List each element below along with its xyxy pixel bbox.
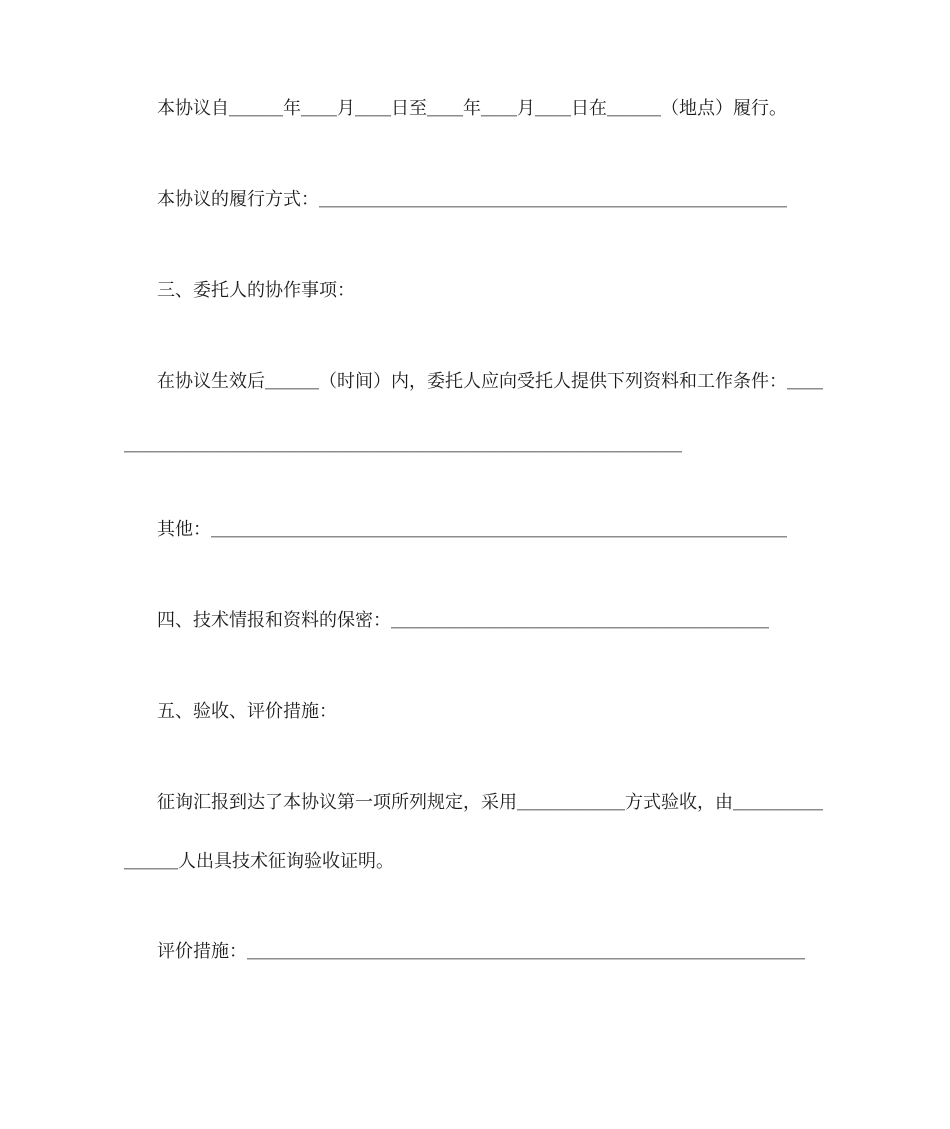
clause-method-of-performance: 本协议的履行方式：＿＿＿＿＿＿＿＿＿＿＿＿＿＿＿＿＿＿＿＿＿＿＿＿＿＿ <box>157 189 787 210</box>
clause-materials-provision: 在协议生效后＿＿＿（时间）内，委托人应向受托人提供下列资料和工作条件：＿＿ <box>157 371 823 392</box>
clause-materials-provision-continued: ＿＿＿＿＿＿＿＿＿＿＿＿＿＿＿＿＿＿＿＿＿＿＿＿＿＿＿＿＿＿＿ <box>124 434 682 455</box>
section-heading-confidentiality: 四、技术情报和资料的保密：＿＿＿＿＿＿＿＿＿＿＿＿＿＿＿＿＿＿＿＿＿ <box>157 610 769 631</box>
clause-acceptance-method-continued: ＿＿＿人出具技术征询验收证明。 <box>124 851 394 872</box>
clause-other: 其他：＿＿＿＿＿＿＿＿＿＿＿＿＿＿＿＿＿＿＿＿＿＿＿＿＿＿＿＿＿＿＿＿ <box>157 519 787 540</box>
clause-evaluation-measures: 评价措施：＿＿＿＿＿＿＿＿＿＿＿＿＿＿＿＿＿＿＿＿＿＿＿＿＿＿＿＿＿＿＿ <box>157 941 805 962</box>
section-heading-acceptance-evaluation: 五、验收、评价措施： <box>157 701 337 722</box>
section-heading-client-cooperation: 三、委托人的协作事项： <box>157 280 355 301</box>
clause-acceptance-method: 征询汇报到达了本协议第一项所列规定，采用＿＿＿＿＿＿方式验收，由＿＿＿＿＿ <box>157 792 823 813</box>
clause-term-of-performance: 本协议自＿＿＿年＿＿月＿＿日至＿＿年＿＿月＿＿日在＿＿＿（地点）履行。 <box>157 98 787 119</box>
